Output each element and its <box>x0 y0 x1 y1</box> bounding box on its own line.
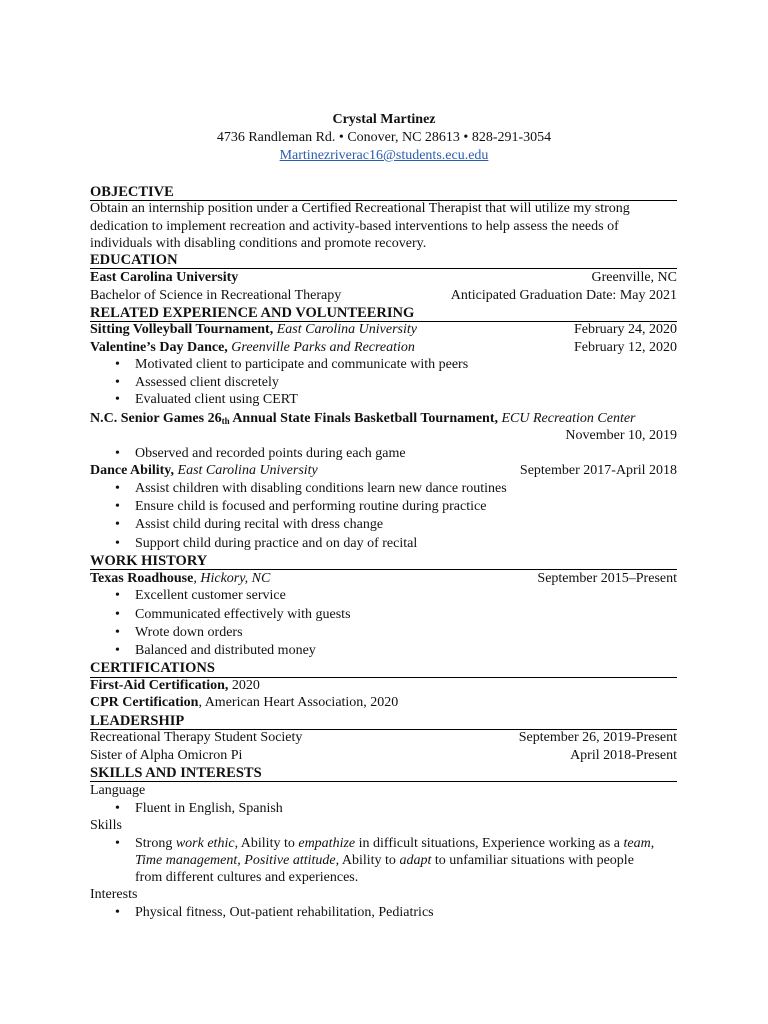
bullet-glyph: • <box>115 446 120 461</box>
education-heading: EDUCATION <box>90 252 178 268</box>
contact-address: 4736 Randleman Rd. • Conover, NC 28613 • 828-291-3054 <box>216 130 552 145</box>
skills-heading: SKILLS AND INTERESTS <box>90 765 262 781</box>
bullet-glyph: • <box>115 801 120 816</box>
leadership-heading: LEADERSHIP <box>90 713 185 729</box>
experience-date: September 2017-April 2018 <box>519 463 677 478</box>
certification-item: First-Aid Certification, 2020 <box>90 678 260 693</box>
objective-text: Obtain an internship position under a Certified Recreational Therapist that will utilize my strong dedication to implement recreation and activity-based interventions to help assess the needs of individuals with disabling conditions and promote recovery. <box>90 201 630 251</box>
school-name: East Carolina University <box>90 270 239 285</box>
interests-label: Interests <box>90 887 138 902</box>
employment-date: September 2015–Present <box>537 571 677 586</box>
experience-title: Dance Ability, East Carolina University <box>90 463 318 478</box>
experience-date: November 10, 2019 <box>565 428 677 443</box>
list-item: Wrote down orders <box>135 625 243 640</box>
degree: Bachelor of Science in Recreational Therapy <box>90 288 342 303</box>
employer-line: Texas Roadhouse, Hickory, NC <box>90 571 271 586</box>
language-item: Fluent in English, Spanish <box>135 801 283 816</box>
skills-item-line: Strong work ethic, Ability to empathize in difficult situations, Experience working as a team, <box>135 836 655 851</box>
bullet-glyph: • <box>115 643 120 658</box>
bullet-glyph: • <box>115 836 120 851</box>
experience-title: Sitting Volleyball Tournament, East Carolina University <box>90 322 417 337</box>
bullet-glyph: • <box>115 588 120 603</box>
skills-item-line: from different cultures and experiences. <box>135 870 359 885</box>
list-item: Evaluated client using CERT <box>135 392 298 407</box>
certification-item: CPR Certification, American Heart Association, 2020 <box>90 695 399 710</box>
skills-label: Skills <box>90 818 122 833</box>
work-heading: WORK HISTORY <box>90 553 208 569</box>
skills-item-line: Time management, Positive attitude, Ability to adapt to unfamiliar situations with people <box>135 853 634 868</box>
list-item: Observed and recorded points during each game <box>135 446 406 461</box>
objective-heading: OBJECTIVE <box>90 184 174 200</box>
bullet-glyph: • <box>115 536 120 551</box>
bullet-glyph: • <box>115 481 120 496</box>
section-divider <box>90 781 677 782</box>
bullet-glyph: • <box>115 607 120 622</box>
list-item: Assist child during recital with dress change <box>135 517 384 532</box>
interests-item: Physical fitness, Out-patient rehabilitation, Pediatrics <box>135 905 434 920</box>
list-item: Excellent customer service <box>135 588 286 603</box>
graduation-date: Anticipated Graduation Date: May 2021 <box>450 288 677 303</box>
bullet-glyph: • <box>115 517 120 532</box>
list-item: Ensure child is focused and performing routine during practice <box>135 499 487 514</box>
list-item: Balanced and distributed money <box>135 643 316 658</box>
list-item: Assessed client discretely <box>135 375 279 390</box>
experience-date: February 24, 2020 <box>573 322 677 337</box>
bullet-glyph: • <box>115 499 120 514</box>
list-item: Communicated effectively with guests <box>135 607 351 622</box>
bullet-glyph: • <box>115 357 120 372</box>
bullet-glyph: • <box>115 905 120 920</box>
experience-title: Valentine’s Day Dance, Greenville Parks and Recreation <box>90 340 415 355</box>
list-item: Support child during practice and on day of recital <box>135 536 418 551</box>
candidate-name: Crystal Martinez <box>332 112 436 127</box>
experience-date: February 12, 2020 <box>573 340 677 355</box>
leadership-date: April 2018-Present <box>570 748 677 763</box>
email-line <box>0 147 768 165</box>
bullet-glyph: • <box>115 392 120 407</box>
language-label: Language <box>90 783 146 798</box>
school-location: Greenville, NC <box>591 270 677 285</box>
leadership-date: September 26, 2019-Present <box>518 730 677 745</box>
email-link[interactable]: Martinezriverac16@students.ecu.edu <box>279 148 489 163</box>
list-item: Assist children with disabling conditions learn new dance routines <box>135 481 507 496</box>
experience-title: N.C. Senior Games $26_{th}$ Annual State Finals Basketball Tournament, ECU Recreation Center <box>90 411 636 426</box>
experience-heading: RELATED EXPERIENCE AND VOLUNTEERING <box>90 305 415 321</box>
list-item: Motivated client to participate and communicate with peers <box>135 357 469 372</box>
bullet-glyph: • <box>115 625 120 640</box>
leadership-role: Sister of Alpha Omicron Pi <box>90 748 243 763</box>
bullet-glyph: • <box>115 375 120 390</box>
leadership-role: Recreational Therapy Student Society <box>90 730 303 745</box>
certifications-heading: CERTIFICATIONS <box>90 660 215 676</box>
